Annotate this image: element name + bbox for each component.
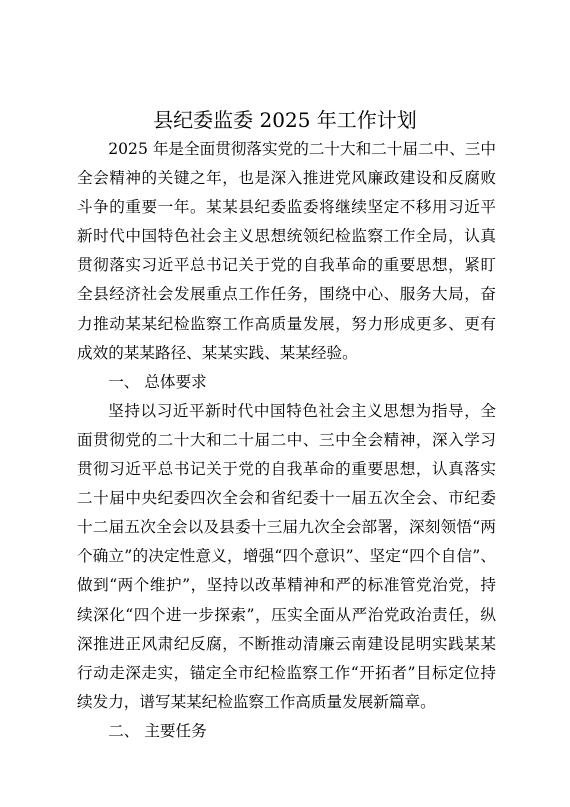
document-title: 县纪委监委 2025 年工作计划 [153,108,417,132]
section-heading-main-tasks: 二、 主要任务 [108,721,207,740]
section-heading-general-requirements: 一、 总体要求 [108,372,207,391]
general-requirements-paragraph: 坚持以习近平新时代中国特色社会主义思想为指导，全面贯彻党的二十大和二十届二中、三中全会精神，深入学习贯彻习近平总书记关于党的自我革命的重要思想，认真落实二十届中央纪委四次全会和省纪委十一届五次全会、市纪委十二届五次全会以及县委十三届九次全会部署，深刻领悟“两个确立”的决定性意义，增强“四个意识”、坚定“四个自信”、做到“两个维护”，坚持以改革精神和严的标准管党治党，持续深化“四个进一步探索”，压实全面从严治党政治责任，纵深推进正风肃纪反腐，不断推动清廉云南建设昆明实践某某行动走深走实，锚定全市纪检监察工作“开拓者”目标定位持续发力，谱写某某纪检监察工作高质量发展新篇章。 [77,401,496,711]
document-body [77,135,496,746]
intro-paragraph: 2025 年是全面贯彻落实党的二十大和二十届二中、三中全会精神的关键之年，也是深入推进党风廉政建设和反腐败斗争的重要一年。某某县纪委监委将继续坚定不移用习近平新时代中国特色社会主义思想统领纪检监察工作全局，认真贯彻落实习近平总书记关于党的自我革命的重要思想，紧盯全县经济社会发展重点工作任务，围绕中心、服务大局，奋力推动某某纪检监察工作高质量发展，努力形成更多、更有成效的某某路径、某某实践、某某经验。 [77,140,496,362]
